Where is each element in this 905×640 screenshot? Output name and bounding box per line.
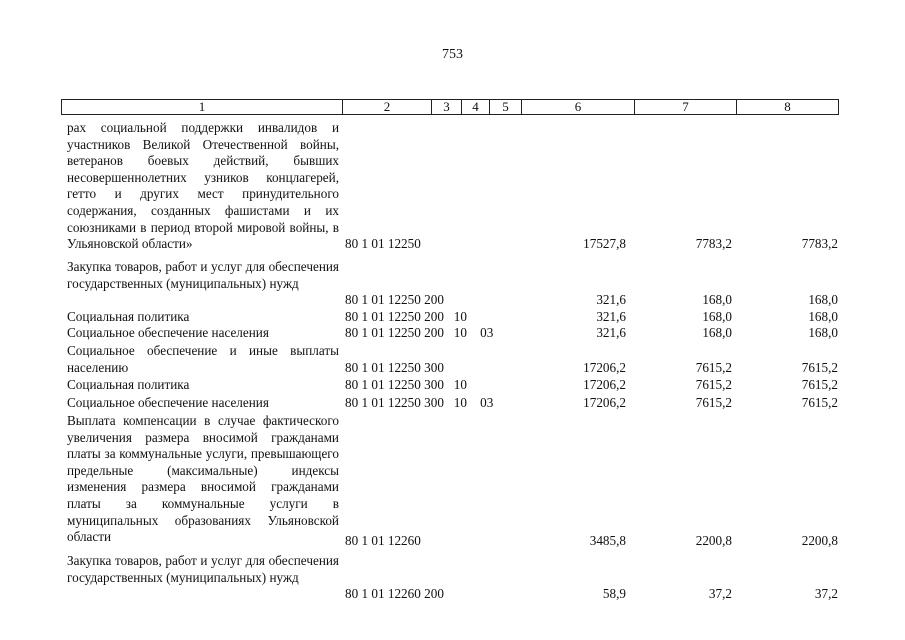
row-value-7: 7615,2 [695, 377, 732, 392]
header-col-5: 5 [490, 100, 522, 114]
row-value-6: 17206,2 [583, 395, 626, 410]
row-value-7: 2200,8 [695, 533, 732, 548]
row-code: 80 1 01 12250 300 10 [345, 377, 467, 392]
row-code: 80 1 01 12250 300 [345, 360, 444, 375]
row-description: Социальная политика [67, 309, 190, 324]
header-col-8: 8 [784, 99, 791, 114]
row-value-6: 17527,8 [583, 236, 626, 251]
row-value-8: 7615,2 [801, 360, 838, 375]
row-value-7: 7783,2 [695, 236, 732, 251]
row-value-6: 58,9 [602, 586, 626, 601]
header-col-6: 6 [522, 100, 635, 114]
row-description: Закупка товаров, работ и услуг для обеспечения государственных (муниципальных) нужд [67, 553, 339, 585]
row-value-8: 168,0 [808, 292, 838, 307]
row-description: Социальное обеспечение населения [67, 325, 269, 340]
header-col-3: 3 [432, 100, 462, 114]
row-description: Социальное обеспечение и иные выплаты населению [67, 343, 339, 375]
header-col-4: 4 [462, 100, 490, 114]
row-value-6: 3485,8 [589, 533, 626, 548]
row-value-7: 37,2 [708, 586, 732, 601]
row-value-8: 37,2 [814, 586, 838, 601]
header-col-2: 2 [343, 100, 432, 114]
row-code: 80 1 01 12250 300 10 03 [345, 395, 494, 410]
header-col-1: 1 [62, 100, 343, 114]
row-description: Социальное обеспечение населения [67, 395, 269, 410]
row-code: 80 1 01 12260 200 [345, 586, 444, 601]
row-value-8: 7783,2 [801, 236, 838, 251]
row-code: 80 1 01 12250 200 [345, 292, 444, 307]
row-code: 80 1 01 12250 [345, 236, 421, 251]
row-value-7: 7615,2 [695, 395, 732, 410]
row-value-6: 17206,2 [583, 377, 626, 392]
row-code: 80 1 01 12250 200 10 03 [345, 325, 494, 340]
header-col-7: 7 [635, 100, 737, 114]
row-description: рах социальной поддержки инвалидов и участников Великой Отечественной войны, ветеранов боевых действий, бывших несовершеннолетних узников концлагерей, гетто и других мест принудительного содержания, созданных фашистами и их союзниками в период второй мировой войны, в Ульяновской области» [67, 120, 339, 252]
row-value-8: 7615,2 [801, 395, 838, 410]
row-code: 80 1 01 12260 [345, 533, 421, 548]
row-value-7: 168,0 [702, 325, 732, 340]
row-value-8: 2200,8 [801, 533, 838, 548]
row-value-8: 168,0 [808, 309, 838, 324]
row-value-7: 7615,2 [695, 360, 732, 375]
row-description: Закупка товаров, работ и услуг для обеспечения государственных (муниципальных) нужд [67, 259, 339, 291]
row-value-7: 168,0 [702, 292, 732, 307]
row-description: Социальная политика [67, 377, 190, 392]
table-header [61, 99, 839, 115]
row-value-6: 17206,2 [583, 360, 626, 375]
row-value-7: 168,0 [702, 309, 732, 324]
row-value-8: 168,0 [808, 325, 838, 340]
row-value-6: 321,6 [596, 325, 626, 340]
page-number: 753 [442, 47, 463, 62]
row-code: 80 1 01 12250 200 10 [345, 309, 467, 324]
row-value-6: 321,6 [596, 309, 626, 324]
row-value-6: 321,6 [596, 292, 626, 307]
row-value-8: 7615,2 [801, 377, 838, 392]
row-description: Выплата компенсации в случае фактического увеличения размера вносимой гражданами платы за коммунальные услуги, превышающего предельные (максимальные) индексы изменения размера вносимой гражданами платы за коммунальные услуги в муниципальных образованиях Ульяновской области [67, 413, 339, 545]
